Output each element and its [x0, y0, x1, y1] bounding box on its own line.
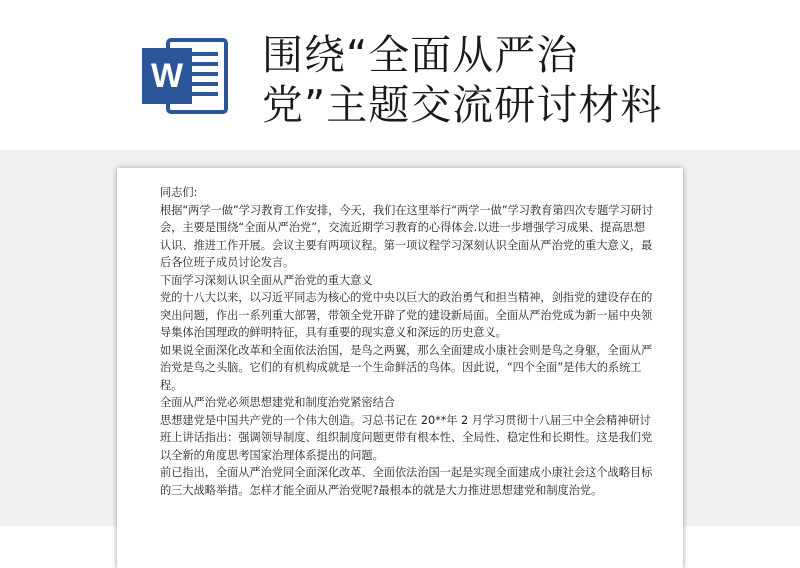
word-document-icon	[142, 34, 230, 118]
word-icon-letter: W	[150, 57, 184, 95]
page-title: 围绕“全面从严治党”主题交流研讨材料	[262, 31, 663, 129]
section-heading: 下面学习深刻认识全面从严治党的重大意义	[160, 273, 373, 287]
paragraph: 根据“两学一做”学习教育工作安排，今天，我们在这里举行“两学一做”学习教育第四次专题学习研讨会，主要是围绕“全面从严治党”，交流近期学习教育的心得体会.以进一步增强学习成果、提高思想认识、推进工作开展。会议主要有两项议程。第一项议程学习深刻认识全面从严治党的重大意义，最后各位班子成员讨论发言。	[160, 203, 654, 269]
document-body	[160, 184, 654, 499]
paragraph: 党的十八大以来，以习近平同志为核心的党中央以巨大的政治勇气和担当精神，剑指党的建设存在的突出问题，作出一系列重大部署，带领全党开辟了党的建设新局面。全面从严治党成为新一届中央领导集体治国理政的鲜明特征，具有重要的现实意义和深远的历史意义。	[160, 291, 653, 339]
salutation: 同志们:	[160, 186, 198, 199]
paragraph: 前已指出，全面从严治党同全面深化改革、全面依法治国一起是实现全面建成小康社会这个战略目标的三大战略举措。怎样才能全面从严治党呢?最根本的就是大力推进思想建党和制度治党。	[160, 466, 653, 497]
section-heading: 全面从严治党必须思想建党和制度治党紧密结合	[160, 396, 395, 409]
header-banner	[0, 0, 800, 150]
paragraph: 如果说全面深化改革和全面依法治国，是鸟之两翼，那么全面建成小康社会则是鸟之身躯，全面从严治党是鸟之头脑。它们的有机构成就是一个生命鲜活的鸟体。因此说，“四个全面”是伟大的系统工程。	[160, 343, 653, 392]
paragraph: 思想建党是中国共产党的一个伟大创造。习总书记在 20**年 2 月学习贯彻十八届三中全会精神研讨班上讲话指出：强调领导制度、组织制度问题更带有根本性、全局性、稳定性和长期性。这是我们党以全新的角度思考国家治理体系提出的问题。	[160, 413, 653, 462]
